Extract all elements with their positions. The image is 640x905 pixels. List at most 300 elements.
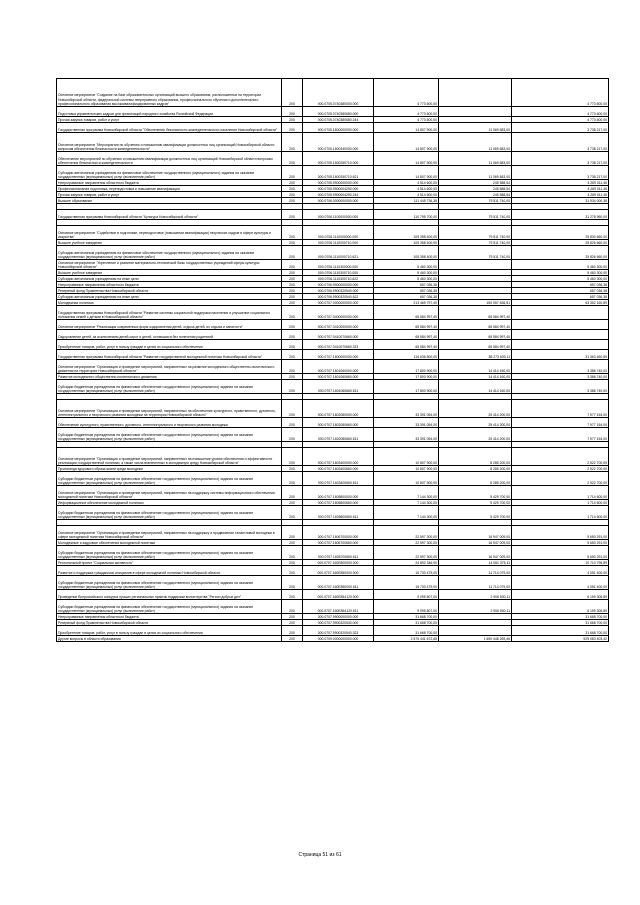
row-value-executed: 79 511 740,00 — [439, 198, 512, 204]
table-row — [57, 546, 609, 560]
row-value-approved: 17 800 900,00 — [374, 374, 439, 380]
row-code: 000.0707.1605800660.000 — [303, 500, 374, 506]
row-name: Субсидии бюджетным учреждениям на финансовое обеспечение государственного (муниципального) задания на оказание государственных (муниципальных) услуг (выполнение работ) — [57, 576, 282, 590]
row-name: Оздоровление детей, за исключением детей-сирот и детей, оставшихся без попечения родителей — [57, 330, 282, 340]
row-grbs: 200 — [282, 300, 303, 306]
row-value-approved: 111 445 736,38 — [374, 198, 439, 204]
row-name: Приобретение товаров, работ, услуг в пользу граждан в целях их социального обеспечения — [57, 626, 282, 636]
row-grbs: 200 — [282, 560, 303, 566]
row-name: Непрограммные направления областного бюджета — [57, 282, 282, 288]
row-name: Субсидии бюджетным учреждениям на финансовое обеспечение государственного (муниципального) задания на оказание государственных (муниципальных) услуг (выполнение работ) — [57, 600, 282, 614]
row-value-remaining: 1 714 600,00 — [512, 486, 609, 500]
row-grbs: 200 — [282, 226, 303, 240]
row-code: 000.0706.9900320540.622 — [303, 294, 374, 300]
row-value-executed: 5 429 700,00 — [439, 500, 512, 506]
row-value-executed — [439, 107, 512, 117]
row-grbs: 200 — [282, 320, 303, 330]
row-grbs: 200 — [282, 506, 303, 520]
row-code: 000.0707.9900320540.323 — [303, 626, 374, 636]
row-value-executed: 79 511 740,00 — [439, 240, 512, 246]
row-value-remaining: 31 278 960,00 — [512, 210, 609, 220]
page-footer: Страница 51 из 61 — [298, 852, 342, 858]
row-name: Подготовка управленческих кадров для организаций народного хозяйства Российской Федерации — [57, 107, 282, 117]
row-code: 000.0706.1110000000.000 — [303, 226, 374, 240]
row-value-remaining: 5 650 291,00 — [512, 526, 609, 540]
row-code: 000.0707.0000000000.000 — [303, 300, 374, 306]
row-name: Высшее учебное заведение — [57, 240, 282, 246]
row-code: 000.0706.9900000000.000 — [303, 282, 374, 288]
row-value-approved: 4 514 600,00 — [374, 186, 439, 192]
row-grbs: 200 — [282, 276, 303, 282]
row-name: Развитие молодежного общественно-политического движения — [57, 374, 282, 380]
row-name: Профессиональная подготовка, переподготовка и повышение квалификации — [57, 186, 282, 192]
row-code: 000.0706.1110300710.000 — [303, 270, 374, 276]
row-value-executed: 245 588,54 — [439, 192, 512, 198]
row-value-executed: 65 584 997,40 — [439, 330, 512, 340]
row-name: Субсидии бюджетным учреждениям на финансовое обеспечение государственного (муниципального) задания на оказание государственных (муниципальных) услуг (выполнение работ) — [57, 546, 282, 560]
row-grbs: 200 — [282, 360, 303, 374]
row-value-executed: 65 584 997,40 — [439, 340, 512, 350]
row-value-approved: 22 597 300,00 — [374, 526, 439, 540]
row-value-approved: 22 597 300,00 — [374, 540, 439, 546]
row-name: Основное мероприятие "Организация и проведение мероприятий, направленных на поддержку системы информационного обеспечения молодежной политики Новосибирской области" — [57, 486, 282, 500]
row-code: 000.0707.160E854120.000 — [303, 590, 374, 600]
row-code: 000.0709.0000000000.000 — [303, 636, 374, 642]
row-grbs: 200 — [282, 107, 303, 117]
row-grbs: 200 — [282, 152, 303, 166]
row-name: Государственная программа Новосибирской области "Обеспечение безопасности жизнедеятельности населения Новосибирской области" — [57, 123, 282, 133]
row-value-approved: 65 584 997,40 — [374, 330, 439, 340]
row-code: 000.0707.1603400000.000 — [303, 448, 374, 466]
row-code: 000.0705.0740380000.000 — [303, 79, 374, 107]
row-value-approved: 213 469 797,40 — [374, 300, 439, 306]
row-value-remaining: 2 522 700,00 — [512, 472, 609, 486]
row-code: 000.0707.160E800000.000 — [303, 560, 374, 566]
row-code: 000.0705.1600250710.621 — [303, 166, 374, 180]
row-value-approved: 14 807 900,00 — [374, 123, 439, 133]
row-code: 000.0705.0740380680.244 — [303, 117, 374, 123]
row-value-approved: 2 575 441 672,68 — [374, 636, 439, 642]
row-value-approved: 10 807 900,00 — [374, 448, 439, 466]
row-value-executed — [439, 626, 512, 636]
row-value-remaining: 6 159 306,89 — [512, 600, 609, 614]
row-value-remaining: 6 159 306,89 — [512, 590, 609, 600]
row-name: Субсидии бюджетным учреждениям на финансовое обеспечение государственного (муниципального) задания на оказание государственных (муниципальных) услуг (выполнение работ) — [57, 380, 282, 394]
row-value-remaining: 4 051 400,00 — [512, 576, 609, 590]
row-value-approved: 33 391 054,00 — [374, 428, 439, 442]
row-grbs: 200 — [282, 472, 303, 486]
row-code: 000.0706.1100000000.000 — [303, 210, 374, 220]
table-row — [57, 123, 609, 133]
row-name: Развитие и поддержка гражданских инициатив в сфере молодежной политики Новосибирской области — [57, 566, 282, 576]
row-name: Субсидии автономным учреждениям на финансовое обеспечение государственного (муниципального) задания на оказание государственных (муниципальных) услуг (выполнение работ) — [57, 246, 282, 260]
row-name: Прочая закупка товаров, работ и услуг — [57, 192, 282, 198]
row-grbs: 200 — [282, 260, 303, 270]
row-value-approved: 4 773 600,00 — [374, 79, 439, 107]
row-value-remaining: 7 977 154,00 — [512, 418, 609, 428]
table-row — [57, 330, 609, 340]
row-value-approved: 65 584 997,40 — [374, 306, 439, 320]
row-code: 000.0707.1601060660.611 — [303, 380, 374, 394]
row-name: Субсидии бюджетным учреждениям на финансовое обеспечение государственного (муниципального) задания на оказание государственных (муниципальных) услуг (выполнение работ) — [57, 506, 282, 520]
row-value-executed: 8 285 200,00 — [439, 472, 512, 486]
table-row — [57, 107, 609, 117]
row-code: 000.0705.9900000000.000 — [303, 180, 374, 186]
row-value-executed: 5 429 700,00 — [439, 486, 512, 500]
row-value-executed: 65 584 997,40 — [439, 320, 512, 330]
row-grbs: 200 — [282, 198, 303, 204]
row-name: Субсидии автономным учреждениям на иные цели — [57, 276, 282, 282]
row-value-approved: 17 800 900,00 — [374, 360, 439, 374]
row-grbs: 200 — [282, 294, 303, 300]
row-grbs: 200 — [282, 620, 303, 626]
row-grbs: 200 — [282, 117, 303, 123]
table-row — [57, 320, 609, 330]
row-value-approved: 7 144 300,00 — [374, 486, 439, 500]
row-grbs: 200 — [282, 400, 303, 418]
row-value-executed: 11 069 683,00 — [439, 133, 512, 152]
row-grbs: 200 — [282, 374, 303, 380]
row-grbs: 200 — [282, 526, 303, 540]
row-name: Высшее образование — [57, 198, 282, 204]
row-value-remaining: 1 714 600,00 — [512, 506, 609, 520]
row-value-approved: 105 358 400,00 — [374, 240, 439, 246]
table-row — [57, 590, 609, 600]
row-name: Государственная программа Новосибирской области "Развитие системы социальной поддержки населения и улучшение социального положения семей с детьми в Новосибирской области" — [57, 306, 282, 320]
row-value-approved: 65 584 997,40 — [374, 320, 439, 330]
row-value-remaining: 925 083 403,42 — [512, 636, 609, 642]
row-value-approved: 657 036,38 — [374, 282, 439, 288]
row-name: Непрограммные направления областного бюджета — [57, 614, 282, 620]
row-value-remaining: 3 386 740,00 — [512, 380, 609, 394]
row-name: Пропаганда здорового образа жизни среди молодежи — [57, 466, 282, 472]
row-grbs: 200 — [282, 186, 303, 192]
row-value-executed: 25 414 200,00 — [439, 418, 512, 428]
row-code: 000.0705.1600000000.000 — [303, 123, 374, 133]
table-row — [57, 210, 609, 220]
row-grbs: 200 — [282, 600, 303, 614]
table-row — [57, 566, 609, 576]
row-value-approved: 4 514 600,00 — [374, 192, 439, 198]
row-grbs: 200 — [282, 566, 303, 576]
table-row — [57, 380, 609, 394]
row-grbs: 200 — [282, 192, 303, 198]
row-value-approved: 5 460 300,00 — [374, 276, 439, 282]
row-code: 000.0705.9900004290.000 — [303, 186, 374, 192]
row-value-remaining: 10 710 796,89 — [512, 560, 609, 566]
row-name: Прочая закупка товаров, работ и услуг — [57, 117, 282, 123]
row-value-executed: 11 069 683,00 — [439, 123, 512, 133]
row-grbs: 200 — [282, 79, 303, 107]
row-value-approved: 5 460 300,00 — [374, 270, 439, 276]
row-value-remaining: 5 650 291,00 — [512, 546, 609, 560]
row-value-approved: 15 730 479,00 — [374, 576, 439, 590]
row-value-approved: 7 144 300,00 — [374, 506, 439, 520]
row-code: 000.0707.1602080000.000 — [303, 400, 374, 418]
row-value-approved: 65 584 997,40 — [374, 340, 439, 350]
row-code: 000.0705.0740380680.000 — [303, 107, 374, 117]
row-grbs: 200 — [282, 500, 303, 506]
row-grbs: 200 — [282, 576, 303, 590]
row-grbs: 200 — [282, 270, 303, 276]
row-name: Субсидии бюджетным учреждениям на финансовое обеспечение государственного (муниципального) задания на оказание государственных (муниципальных) услуг (выполнение работ) — [57, 428, 282, 442]
row-name: Региональный проект "Социальная активность" — [57, 560, 282, 566]
row-value-remaining: 657 036,38 — [512, 294, 609, 300]
row-value-approved: 4 773 600,00 — [374, 107, 439, 117]
row-code: 000.0707.160E850000.611 — [303, 576, 374, 590]
row-value-executed: 245 588,54 — [439, 180, 512, 186]
row-name: Обеспечение мероприятий по обучению и повышению квалификации должностных лиц организаций Новосибирской области вопросам обеспечения безопасности жизнедеятельности — [57, 152, 282, 166]
row-name: Субсидии бюджетным учреждениям на финансовое обеспечение государственного (муниципального) задания на оказание государственных (муниципальных) услуг (выполнение работ) — [57, 472, 282, 486]
row-value-remaining: 1 714 600,00 — [512, 500, 609, 506]
row-grbs: 200 — [282, 614, 303, 620]
row-value-executed: 25 414 200,00 — [439, 400, 512, 418]
row-value-approved: 14 807 900,00 — [374, 133, 439, 152]
row-code: 000.0707.1603400660.000 — [303, 466, 374, 472]
row-value-approved: 31 668 700,00 — [374, 614, 439, 620]
row-grbs: 200 — [282, 133, 303, 152]
row-code: 000.0705.1600250710.000 — [303, 152, 374, 166]
row-value-approved: 7 144 300,00 — [374, 500, 439, 506]
row-value-remaining: 25 830 660,00 — [512, 226, 609, 240]
row-code: 000.0707.1602080660.611 — [303, 428, 374, 442]
row-value-executed: 79 511 740,00 — [439, 226, 512, 240]
row-grbs: 200 — [282, 466, 303, 472]
row-value-remaining: 25 826 660,00 — [512, 246, 609, 260]
row-name: Основное мероприятие "Организация и проведение мероприятий, направленных на развитие молодежного общественно-политического движения на территории Новосибирской области" — [57, 360, 282, 374]
table-row — [57, 152, 609, 166]
row-value-remaining: 2 522 700,00 — [512, 466, 609, 472]
table-row — [57, 226, 609, 240]
row-value-remaining: 4 269 011,46 — [512, 186, 609, 192]
row-value-executed — [439, 260, 512, 270]
row-value-executed: 16 947 009,00 — [439, 546, 512, 560]
table-row — [57, 400, 609, 418]
row-grbs: 200 — [282, 282, 303, 288]
row-value-executed: 14 414 160,00 — [439, 360, 512, 374]
row-value-executed: 5 429 700,00 — [439, 506, 512, 520]
row-name: Основное мероприятие "Содействие в подготовке, переподготовке (повышении квалификации) творческих кадров в сфере культуры и искусства" — [57, 226, 282, 240]
table-row — [57, 448, 609, 466]
row-value-executed: 11 069 683,00 — [439, 166, 512, 180]
row-code: 000.0707.0410070660.000 — [303, 330, 374, 340]
row-name: Субсидии автономным учреждениям на иные цели — [57, 294, 282, 300]
row-value-executed: 14 414 160,00 — [439, 374, 512, 380]
row-value-remaining — [512, 330, 609, 340]
row-value-approved: 9 095 807,00 — [374, 590, 439, 600]
row-grbs: 200 — [282, 180, 303, 186]
row-value-remaining: 5 460 300,00 — [512, 270, 609, 276]
row-grbs: 200 — [282, 418, 303, 428]
row-grbs: 200 — [282, 590, 303, 600]
row-code: 000.0706.0000000000.000 — [303, 198, 374, 204]
row-code: 000.0707.1600000000.000 — [303, 350, 374, 360]
row-value-approved: 17 800 900,00 — [374, 380, 439, 394]
row-value-approved: 33 391 054,00 — [374, 400, 439, 418]
row-value-executed: 14 414 160,00 — [439, 380, 512, 394]
row-value-executed: 25 414 200,00 — [439, 428, 512, 442]
row-name: Основное мероприятие "Организация и проведение мероприятий, направленных на обеспечение культурного, нравственного, духовного, интеллектуального и творческого развития молодежи на территории Новосибирской области" — [57, 400, 282, 418]
row-value-executed — [439, 79, 512, 107]
row-code: 000.0706.1110000710.000 — [303, 240, 374, 246]
row-code: 000.0707.1603400660.611 — [303, 472, 374, 486]
row-grbs: 200 — [282, 246, 303, 260]
row-name: Резервный фонд Правительства Новосибирской области — [57, 620, 282, 626]
table-row — [57, 260, 609, 270]
row-grbs: 200 — [282, 166, 303, 180]
row-value-executed: 85 273 639,11 — [439, 350, 512, 360]
row-value-approved: 14 807 900,00 — [374, 166, 439, 180]
row-grbs: 200 — [282, 626, 303, 636]
row-code: 000.0707.0410070660.323 — [303, 340, 374, 350]
row-value-approved: 9 095 807,00 — [374, 600, 439, 614]
table-row — [57, 626, 609, 636]
row-value-remaining: 4 773 600,00 — [512, 107, 609, 117]
row-code: 000.0706.1110300000.000 — [303, 260, 374, 270]
row-value-remaining: 5 460 300,00 — [512, 276, 609, 282]
row-value-approved: 657 036,38 — [374, 294, 439, 300]
row-name: Приобретение товаров, работ, услуг в пользу граждан в целях их социального обеспечения — [57, 340, 282, 350]
row-value-approved: 14 807 900,00 — [374, 152, 439, 166]
table-row — [57, 636, 609, 642]
row-value-approved: 5 460 300,00 — [374, 260, 439, 270]
row-grbs: 200 — [282, 546, 303, 560]
table-row — [57, 360, 609, 374]
row-code: 000.0707.9900000000.000 — [303, 614, 374, 620]
row-code: 000.0707.1605800000.000 — [303, 486, 374, 500]
row-value-remaining: 4 051 400,00 — [512, 566, 609, 576]
table-row — [57, 506, 609, 520]
row-value-remaining: 2 522 700,00 — [512, 448, 609, 466]
row-value-remaining: 5 650 291,00 — [512, 540, 609, 546]
row-value-approved: 10 807 900,00 — [374, 472, 439, 486]
row-value-approved: 657 036,38 — [374, 288, 439, 294]
row-value-approved: 4 514 600,00 — [374, 180, 439, 186]
row-value-approved: 4 773 600,00 — [374, 117, 439, 123]
row-value-executed: 2 906 500,11 — [439, 590, 512, 600]
row-grbs: 200 — [282, 123, 303, 133]
row-value-approved: 116 636 800,00 — [374, 350, 439, 360]
row-value-remaining: 657 036,38 — [512, 282, 609, 288]
row-value-approved: 10 807 900,00 — [374, 466, 439, 472]
row-name: Основное мероприятие "Организация и проведение мероприятий, направленных на поддержку и продвижение талантливой молодежи в сфере молодежной политики Новосибирской области" — [57, 526, 282, 540]
budget-table — [56, 78, 609, 642]
row-value-executed: 16 947 009,00 — [439, 526, 512, 540]
row-value-executed: 11 714 079,00 — [439, 576, 512, 590]
row-value-remaining: 31 668 700,00 — [512, 614, 609, 620]
table-row — [57, 526, 609, 540]
row-name: Основное мероприятие "Укрепление и развитие материально-технической базы государственных учреждений сферы культуры Новосибирской области" — [57, 260, 282, 270]
row-code: 000.0706.9900320540.000 — [303, 288, 374, 294]
row-value-executed: 16 947 009,00 — [439, 540, 512, 546]
row-name: Другие вопросы в области образования — [57, 636, 282, 642]
row-value-remaining: 63 352 160,89 — [512, 300, 609, 306]
table-row — [57, 306, 609, 320]
row-code: 000.0705.9900004290.244 — [303, 192, 374, 198]
table-row — [57, 340, 609, 350]
row-code: 000.0707.1602080660.000 — [303, 418, 374, 428]
row-value-approved: 15 730 479,00 — [374, 566, 439, 576]
table-row — [57, 576, 609, 590]
row-value-remaining: 5 460 300,00 — [512, 260, 609, 270]
row-name: Молодежная политика — [57, 300, 282, 306]
row-name: Высшее учебное заведение — [57, 270, 282, 276]
row-code: 000.0707.1601060660.000 — [303, 374, 374, 380]
row-value-remaining: 3 386 740,00 — [512, 374, 609, 380]
row-name: Государственная программа Новосибирской области "Развитие государственной молодежной политики Новосибирской области" — [57, 350, 282, 360]
row-grbs: 200 — [282, 380, 303, 394]
row-value-executed: 8 285 200,00 — [439, 448, 512, 466]
row-value-approved: 105 358 400,00 — [374, 246, 439, 260]
row-value-remaining: 4 773 600,00 — [512, 79, 609, 107]
row-value-executed: 11 069 683,00 — [439, 152, 512, 166]
table-row — [57, 166, 609, 180]
row-name: Непрограммные направления областного бюджета — [57, 180, 282, 186]
row-value-remaining: 31 934 000,38 — [512, 198, 609, 204]
row-name: Информационное обеспечение молодежной политики — [57, 500, 282, 506]
row-value-approved: 105 358 400,00 — [374, 226, 439, 240]
row-grbs: 200 — [282, 448, 303, 466]
table-row — [57, 428, 609, 442]
row-value-remaining: 3 738 217,00 — [512, 133, 609, 152]
table-row — [57, 600, 609, 614]
row-code: 000.0706.1110300710.622 — [303, 276, 374, 282]
row-value-remaining: 7 977 154,00 — [512, 428, 609, 442]
row-value-executed: 150 057 636,51 — [439, 300, 512, 306]
row-code: 000.0707.0410000000.000 — [303, 320, 374, 330]
row-grbs: 200 — [282, 240, 303, 246]
row-grbs: 200 — [282, 428, 303, 442]
row-code: 000.0707.1606700660.611 — [303, 546, 374, 560]
row-code: 000.0707.160E854120.611 — [303, 600, 374, 614]
row-code: 000.0707.1601060000.000 — [303, 360, 374, 374]
row-grbs: 200 — [282, 288, 303, 294]
row-name: Резервный фонд Правительства Новосибирской области — [57, 288, 282, 294]
budget-table-page — [56, 78, 607, 642]
row-value-approved: 22 597 300,00 — [374, 546, 439, 560]
row-value-executed: 14 081 375,11 — [439, 560, 512, 566]
row-value-approved: 31 668 700,00 — [374, 626, 439, 636]
table-row — [57, 418, 609, 428]
row-grbs: 200 — [282, 210, 303, 220]
row-name: Основное мероприятие "Мероприятия по обучению и повышению квалификации должностных лиц организаций Новосибирской области вопросам обеспечения безопасности жизнедеятельности" — [57, 133, 282, 152]
row-code: 000.0707.1605800660.611 — [303, 506, 374, 520]
row-value-executed: 79 511 740,00 — [439, 246, 512, 260]
row-value-remaining — [512, 320, 609, 330]
row-value-remaining: 3 738 217,00 — [512, 166, 609, 180]
row-value-approved: 24 892 346,00 — [374, 560, 439, 566]
table-row — [57, 350, 609, 360]
row-code: 000.0707.9900320540.000 — [303, 620, 374, 626]
row-grbs: 200 — [282, 636, 303, 642]
row-value-executed: 2 906 500,11 — [439, 600, 512, 614]
row-value-remaining: 7 977 154,00 — [512, 400, 609, 418]
row-code: 000.0707.0400000000.000 — [303, 306, 374, 320]
row-grbs: 200 — [282, 540, 303, 546]
row-value-remaining: 4 269 011,46 — [512, 192, 609, 198]
row-code: 000.0705.1600340000.000 — [303, 133, 374, 152]
row-code: 000.0706.1110000710.621 — [303, 246, 374, 260]
row-value-remaining: 4 269 011,46 — [512, 180, 609, 186]
row-value-executed: 8 285 200,00 — [439, 466, 512, 472]
row-grbs: 200 — [282, 306, 303, 320]
row-value-remaining: 31 668 700,00 — [512, 626, 609, 636]
row-name: Основное мероприятие "Реализация современных форм оздоровления детей, отдыха детей, их отдыха и занятости" — [57, 320, 282, 330]
row-name: Государственная программа Новосибирской области "Культура Новосибирской области" — [57, 210, 282, 220]
row-grbs: 200 — [282, 350, 303, 360]
row-value-remaining: 657 036,38 — [512, 288, 609, 294]
row-grbs: 200 — [282, 486, 303, 500]
